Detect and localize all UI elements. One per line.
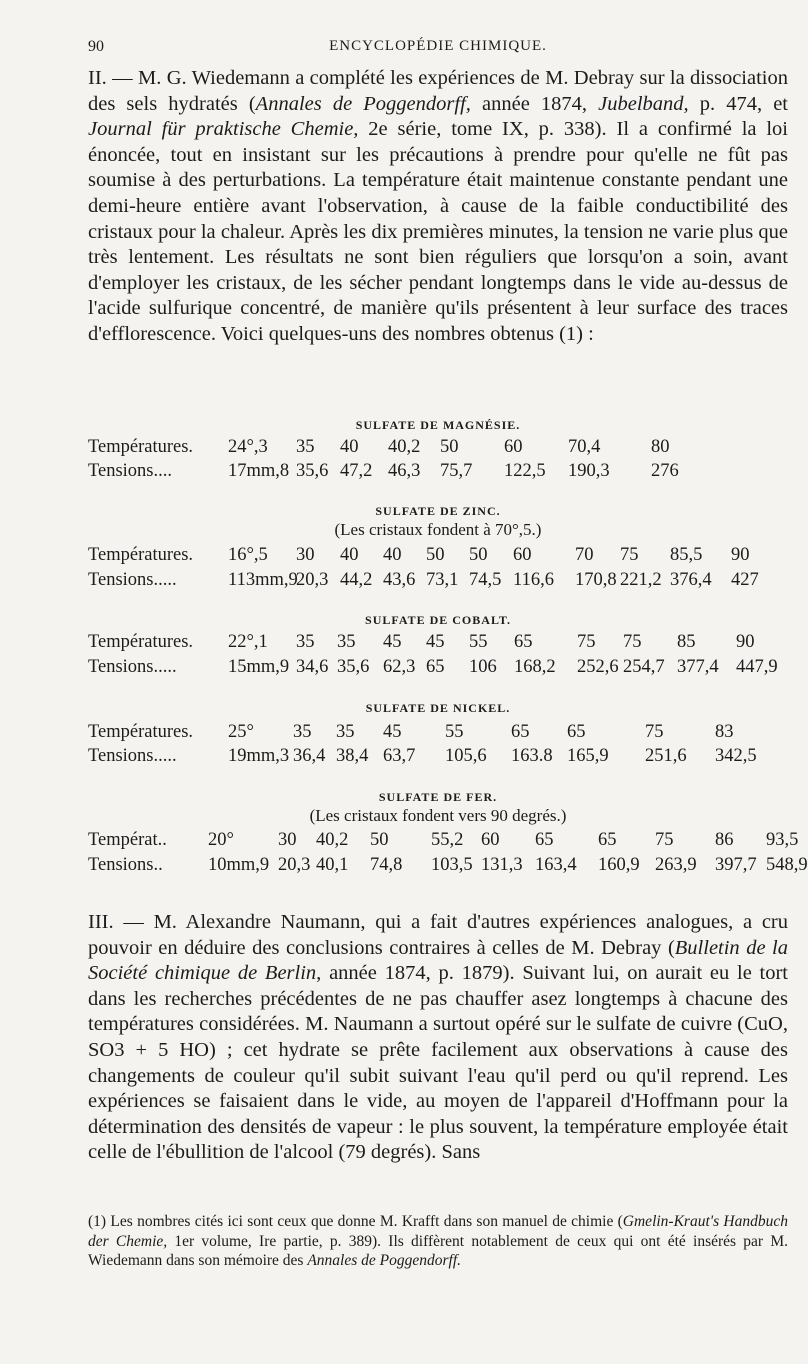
table-cell: 38,4: [336, 746, 369, 766]
table-cell: 36,4: [293, 746, 326, 766]
table-cell: 22°,1: [228, 632, 268, 652]
paragraph-ii-lead: II. — M. G. Wiedemann a complété les expériences de M. Debray sur la dissociation des sels hydratés (: [88, 67, 788, 115]
table-cell: 50: [426, 545, 445, 565]
table-cell: 40,2: [388, 437, 421, 457]
table-cell: 20,3: [278, 855, 311, 875]
table-cell: 50: [440, 437, 459, 457]
paragraph-iii-lead: III. — M. Alexandre Naumann, qui a fait d'autres expériences analogues, a cru pouvoir en déduire des conclusions contraires à celles de M. Debray (: [88, 911, 788, 959]
table-cell: 60: [513, 545, 532, 565]
table-note: (Les cristaux fondent vers 90 degrés.): [309, 806, 567, 825]
table-cell: 251,6: [645, 746, 687, 766]
table-cell: 30: [296, 545, 315, 565]
table-cell: 43,6: [383, 570, 416, 590]
table-cell: 73,1: [426, 570, 459, 590]
table-cell: 15mm,9: [228, 657, 290, 677]
tension-row: [88, 570, 788, 596]
table-cell: 45: [383, 632, 402, 652]
table-cell: 254,7: [623, 657, 665, 677]
table-cell: 165,9: [567, 746, 609, 766]
table-cell: 40: [340, 437, 359, 457]
table-cell: 62,3: [383, 657, 416, 677]
row-label: Tensions.....: [88, 657, 177, 677]
table-cell: 19mm,3: [228, 746, 290, 766]
table-title: SULFATE DE ZINC.: [375, 504, 501, 518]
table-cell: 75: [655, 830, 674, 850]
table-cell: 105,6: [445, 746, 487, 766]
table-cell: 163.8: [511, 746, 553, 766]
table-cell: 548,9: [766, 855, 808, 875]
temperature-row: [88, 437, 788, 463]
paragraph-iii-body: année 1874, p. 1879). Suivant lui, on aurait eu le tort dans les recherches précédentes de ne pas chauffer asez longtemps à chacune des températures considérées. M. Naumann a surtout opéré sur le sulfate de cuivre (CuO, SO3 + 5 HO) ; cet hydrate se prête facilement aux observations à cause des changements de couleur qu'il subit suivant l'eau qu'il perd ou qu'il reprend. Les expériences se faisaient dans le vide, au moyen de l'appareil d'Hoffmann pour la détermination des densités de vapeur : le plus souvent, la température employée était celle de l'ébullition de l'alcool (79 degrés). Sans: [88, 962, 789, 1164]
table-cell: 85: [677, 632, 696, 652]
table-cell: 65: [514, 632, 533, 652]
table-cell: 170,8: [575, 570, 617, 590]
row-label: Tensions.....: [88, 570, 177, 590]
table-cell: 65: [535, 830, 554, 850]
table-cell: 47,2: [340, 461, 373, 481]
table-cell: 80: [651, 437, 670, 457]
running-title: ENCYCLOPÉDIE CHIMIQUE.: [329, 38, 547, 54]
table-cell: 40: [340, 545, 359, 565]
row-label: Températures.: [88, 437, 194, 457]
temperature-row: [88, 830, 799, 856]
table-cell: 44,2: [340, 570, 373, 590]
table-cell: 252,6: [577, 657, 619, 677]
table-title: SULFATE DE COBALT.: [365, 613, 511, 627]
table-cell: 55: [469, 632, 488, 652]
table-cell: 45: [426, 632, 445, 652]
table-cell: 263,9: [655, 855, 697, 875]
table-cell: 90: [731, 545, 750, 565]
table-title: SULFATE DE FER.: [378, 790, 498, 804]
row-label: Tensions....: [88, 461, 173, 481]
table-cell: 65: [567, 722, 586, 742]
table-cell: 190,3: [568, 461, 610, 481]
footnote: [88, 1212, 788, 1271]
paragraph-ii: [88, 66, 788, 348]
table-cell: 276: [651, 461, 679, 481]
table-cell: 85,5: [670, 545, 703, 565]
table-cell: 35: [296, 437, 315, 457]
table-cell: 35,6: [296, 461, 329, 481]
table-cell: 168,2: [514, 657, 556, 677]
row-label: Températures.: [88, 545, 194, 565]
table-cell: 63,7: [383, 746, 416, 766]
paragraph-iii: [88, 910, 788, 1166]
table-cell: 116,6: [513, 570, 554, 590]
tension-row: [88, 746, 788, 772]
table-cell: 65: [511, 722, 530, 742]
table-cell: 35: [296, 632, 315, 652]
table-cell: 40: [383, 545, 402, 565]
tension-row: [88, 657, 788, 683]
table-cell: 40,1: [316, 855, 349, 875]
temperature-row: [88, 722, 788, 748]
table-cell: 60: [481, 830, 500, 850]
ref-bulletin-berlin: Bulletin de la Société chimique de Berlin,: [88, 936, 789, 985]
row-label: Tensions.....: [88, 746, 177, 766]
table-cell: 160,9: [598, 855, 640, 875]
table-title: SULFATE DE MAGNÉSIE.: [355, 418, 521, 432]
table-cell: 447,9: [736, 657, 778, 677]
page-header: [88, 38, 788, 60]
table-cell: 74,8: [370, 855, 403, 875]
tension-row: [88, 855, 808, 881]
ref-journal-chemie: Journal für praktische Chemie,: [88, 118, 359, 141]
ref-annales-poggendorff: Annales de Poggendorff,: [255, 92, 471, 115]
table-cell: 20,3: [296, 570, 329, 590]
table-cell: 30: [278, 830, 297, 850]
paragraph-ii-body: 2e série, tome IX, p. 338). Il a confirmé la loi énoncée, tout en insistant sur les précautions à prendre pour qu'elle ne fût pas soumise à des perturbations. La température était maintenue constante pendant une demi-heure entière avant l'observation, à cause de la faible conductibilité des cristaux pour la chaleur. Après les dix premières minutes, la tension ne varie plus que très lentement. Les résultats ne sont bien réguliers que lorsqu'on a soin, avant d'employer les cristaux, de les sécher pendant longtemps dans le vide au-dessus de l'acide sulfurique concentré, de manière qu'ils présentent à leur surface des traces d'efflorescence. Voici quelques-uns des nombres obtenus (1) :: [88, 118, 788, 345]
row-label: Températures.: [88, 632, 194, 652]
table-cell: 427: [731, 570, 759, 590]
paragraph-ii-text: p. 474, et: [688, 92, 789, 115]
table-cell: 16°,5: [228, 545, 268, 565]
table-cell: 45: [383, 722, 402, 742]
table-cell: 342,5: [715, 746, 757, 766]
ref-jubelband: Jubelband,: [598, 92, 689, 115]
table-cell: 75,7: [440, 461, 473, 481]
ref-gmelin-kraut: Gmelin-Kraut's Handbuch der Chemie,: [88, 1213, 788, 1250]
table-cell: 25°: [228, 722, 254, 742]
page-number: 90: [88, 38, 104, 55]
table-cell: 17mm,8: [228, 461, 290, 481]
paragraph-ii-text: année 1874,: [470, 92, 599, 115]
table-cell: 376,4: [670, 570, 712, 590]
table-cell: 50: [469, 545, 488, 565]
table-cell: 55: [445, 722, 464, 742]
table-cell: 93,5: [766, 830, 799, 850]
table-cell: 75: [577, 632, 596, 652]
table-cell: 163,4: [535, 855, 577, 875]
table-cell: 103,5: [431, 855, 473, 875]
table-cell: 74,5: [469, 570, 502, 590]
table-cell: 35: [336, 722, 355, 742]
row-label: Températures.: [88, 722, 194, 742]
temperature-row: [88, 632, 788, 658]
table-cell: 35,6: [337, 657, 370, 677]
table-cell: 86: [715, 830, 734, 850]
table-cell: 20°: [208, 830, 234, 850]
table-title: SULFATE DE NICKEL.: [365, 701, 511, 715]
footnote-body: 1er volume, Ire partie, p. 389). Ils diffèrent notablement de ceux qui ont été insérés par M. Wiedemann dans son mémoire des: [88, 1232, 788, 1269]
table-cell: 377,4: [677, 657, 719, 677]
table-cell: 46,3: [388, 461, 421, 481]
table-cell: 10mm,9: [208, 855, 270, 875]
table-cell: 35: [293, 722, 312, 742]
table-cell: 113mm,9: [228, 570, 298, 590]
footnote-lead: (1) Les nombres cités ici sont ceux que donne M. Krafft dans son manuel de chimie (: [88, 1213, 623, 1230]
table-cell: 90: [736, 632, 755, 652]
table-cell: 131,3: [481, 855, 523, 875]
table-cell: 122,5: [504, 461, 546, 481]
row-label: Tensions..: [88, 855, 163, 875]
table-note: (Les cristaux fondent à 70°,5.): [334, 520, 542, 539]
tension-row: [88, 461, 788, 487]
table-cell: 65: [598, 830, 617, 850]
table-cell: 70,4: [568, 437, 601, 457]
table-cell: 50: [370, 830, 389, 850]
table-cell: 83: [715, 722, 734, 742]
table-cell: 60: [504, 437, 523, 457]
table-cell: 221,2: [620, 570, 662, 590]
table-cell: 70: [575, 545, 594, 565]
table-cell: 75: [620, 545, 639, 565]
table-cell: 397,7: [715, 855, 757, 875]
temperature-row: [88, 545, 788, 571]
table-cell: 75: [645, 722, 664, 742]
table-cell: 65: [426, 657, 445, 677]
table-cell: 24°,3: [228, 437, 268, 457]
ref-annales-poggendorff-footnote: Annales de Poggendorff.: [307, 1252, 462, 1269]
table-cell: 35: [337, 632, 356, 652]
row-label: Températ..: [88, 830, 167, 850]
table-cell: 75: [623, 632, 642, 652]
table-cell: 34,6: [296, 657, 329, 677]
table-cell: 106: [469, 657, 497, 677]
table-cell: 55,2: [431, 830, 464, 850]
table-cell: 40,2: [316, 830, 349, 850]
